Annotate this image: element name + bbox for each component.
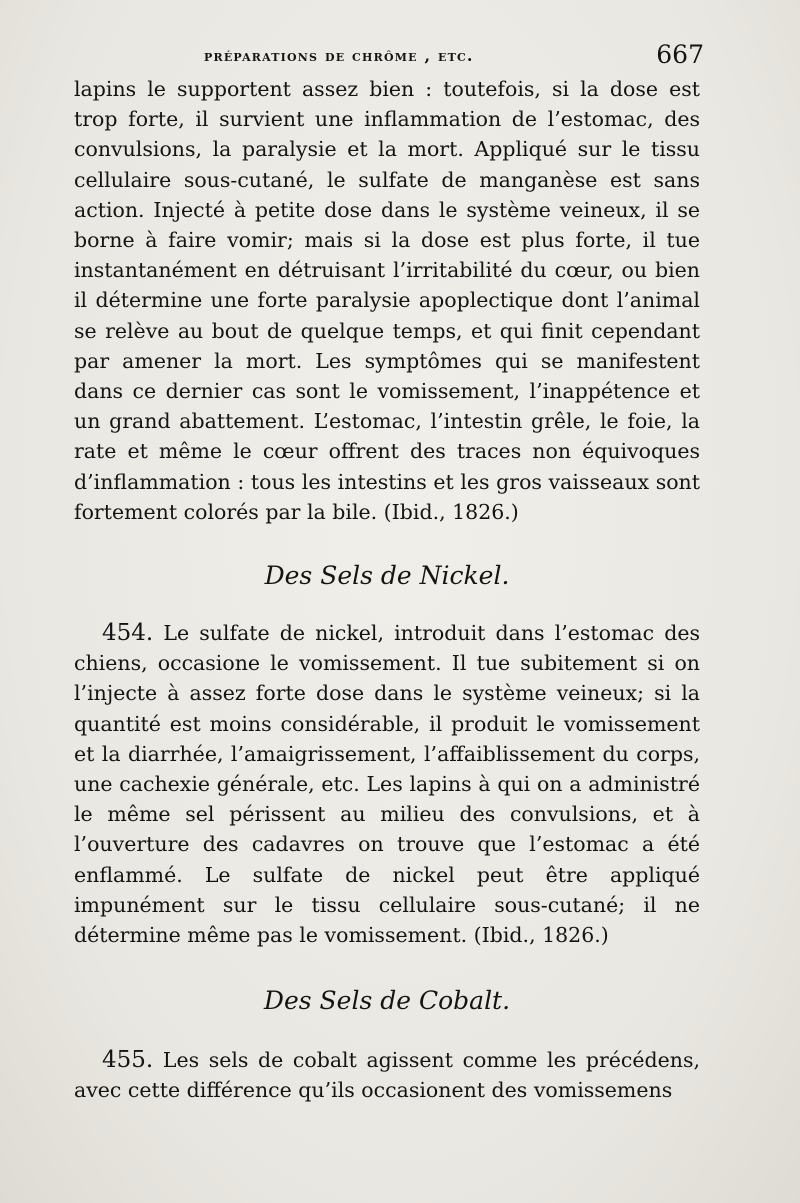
paragraph-manganese: lapins le supportent assez bien : toutefois, si la dose est trop forte, il survient une inflammation de l’estomac, des convulsions, la paralysie et la mort. Appliqué sur le tissu cellulaire sous-cutané, le sulfate de manganèse est sans action. Injecté à petite dose dans le système veineux, il se borne à faire vomir; mais si la dose est plus forte, il tue instantanément en détruisant l’irritabilité du cœur, ou bien il détermine une forte paralysie apoplectique dont l’animal se relève au bout de quelque temps, et qui finit cependant par amener la mort. Les symptômes qui se manifestent dans ce dernier cas sont le vomissement, l’inappétence et un grand abattement. L’estomac, l’intestin grêle, le foie, la rate et même le cœur offrent des traces non équivoques d’inflammation : tous les intestins et les gros vaisseaux sont fortement colorés par la bile. (Ibid., 1826.) — [74, 77, 700, 524]
paragraph-454-text: Le sulfate de nickel, introduit dans l’estomac des chiens, occasione le vomissement. Il tue subitement si on l’injecte à assez forte dose dans le système veineux; si la quantité est moins considérable, il produit le vomissement et la diarrhée, l’amaigrissement, l’affaiblissement du corps, une cachexie générale, etc. Les lapins à qui on a administré le même sel périssent au milieu des convulsions, et à l’ouverture des cadavres on trouve que l’estomac a été enflammé. Le sulfate de nickel peut être appliqué impunément sur le tissu cellulaire sous-cutané; il ne détermine même pas le vomissement. (Ibid., 1826.) — [74, 621, 700, 948]
page-header — [74, 38, 704, 78]
paragraph-number-455: 455. — [102, 1047, 154, 1074]
section-heading-cobalt: Des Sels de Cobalt. — [263, 986, 511, 1016]
paragraph-number-454: 454. — [102, 620, 154, 647]
page-number: 667 — [656, 40, 704, 69]
running-title: préparations de chrôme , etc. — [204, 46, 474, 65]
body-text — [74, 74, 700, 1106]
paragraph-455 — [74, 1045, 700, 1105]
section-heading-nickel: Des Sels de Nickel. — [264, 561, 510, 591]
paragraph-454 — [74, 618, 700, 950]
paragraph-455-text: Les sels de cobalt agissent comme les précédens, avec cette différence qu’ils occasionent des vomissemens — [74, 1048, 700, 1103]
